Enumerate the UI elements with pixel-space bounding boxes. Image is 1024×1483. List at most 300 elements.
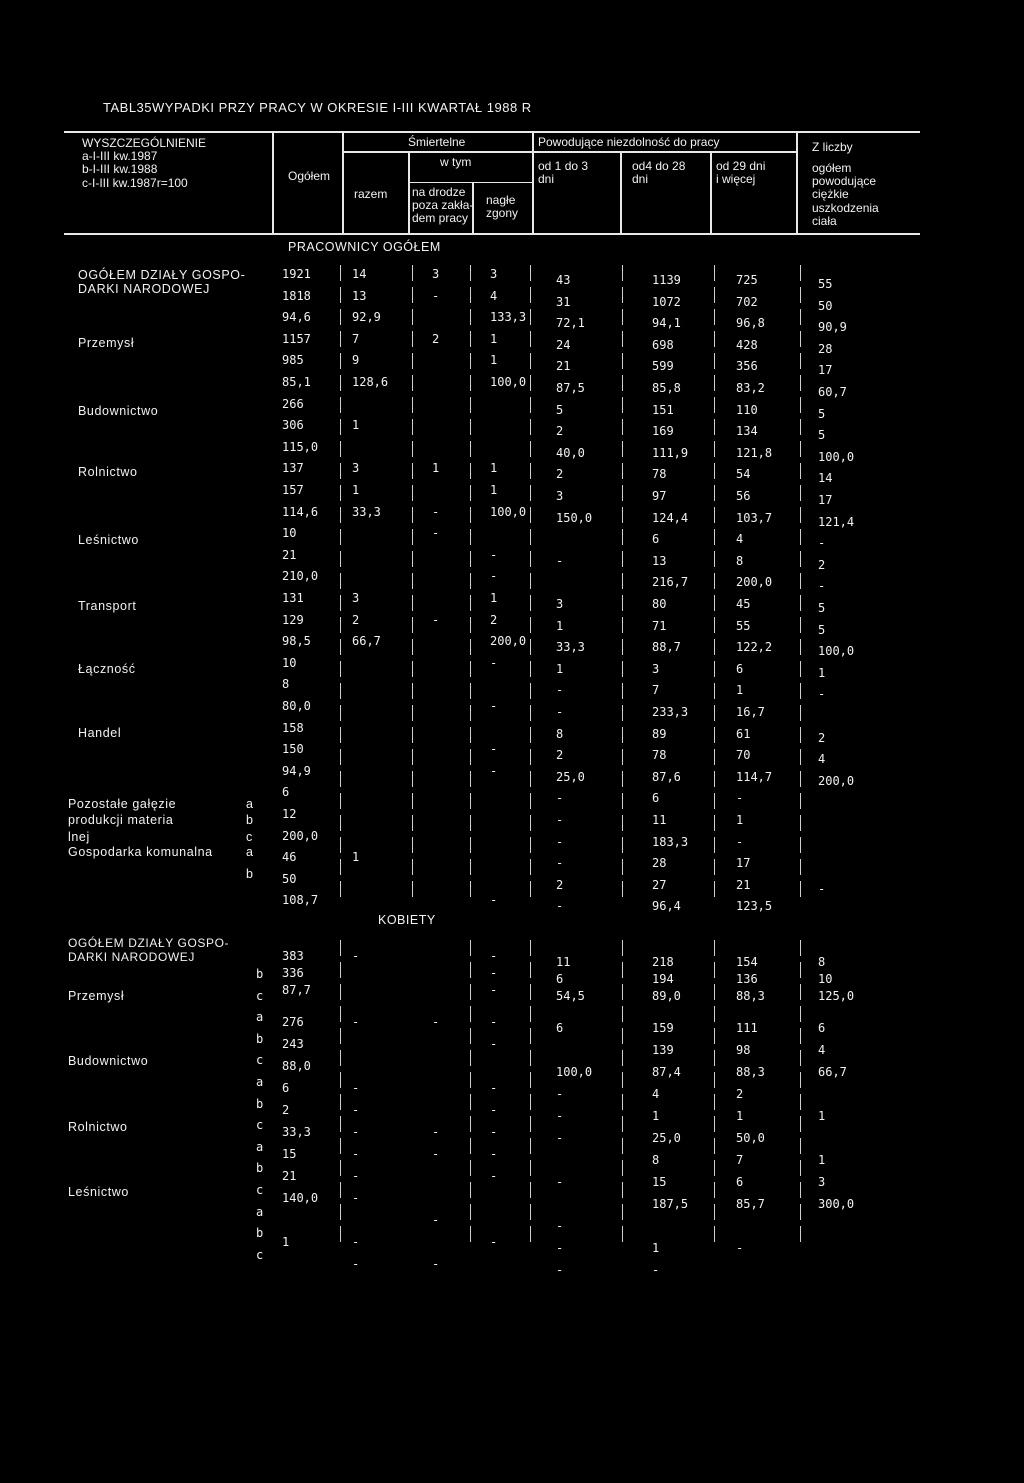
table-cell: - [432,1147,440,1161]
table-cell: 80,0 [282,699,311,713]
table-cell: 216,7 [652,575,689,589]
table-cell: - [432,1213,440,1227]
row-marker: c [256,1183,264,1197]
table-cell: 28 [818,342,833,356]
table-cell: 1 [736,1109,744,1123]
table-cell: - [352,949,360,963]
table-cell: 1139 [652,273,681,287]
row-marker: c [256,1118,264,1132]
table-cell: - [490,966,498,980]
table-cell: 2 [432,332,440,346]
table-cell: 54 [736,467,751,481]
table-cell: - [556,683,564,697]
table-cell: 100,0 [818,450,855,464]
table-cell: - [556,813,564,827]
table-cell: 133,3 [490,310,527,324]
table-cell: 1 [432,461,440,475]
table-cell: 17 [736,856,751,870]
row-label-przemysl: Przemysł [78,336,135,350]
row-marker: b [256,1097,264,1111]
table-cell: 83,2 [736,381,765,395]
table-cell: 50 [818,299,833,313]
table-cell: 46 [282,850,297,864]
table-cell: - [490,1081,498,1095]
table-cell: 2 [818,558,826,572]
table-cell: 169 [652,424,674,438]
row-marker: b [256,1226,264,1240]
table-cell: 9 [352,353,360,367]
table-cell: 200,0 [736,575,773,589]
table-cell: 1 [352,418,360,432]
table-cell: 1 [490,591,498,605]
wtym-rule [408,182,532,183]
table-cell: 599 [652,359,674,373]
table-cell: 194 [652,972,674,986]
table-cell: 61 [736,727,751,741]
table-cell: - [818,579,826,593]
column-separator [470,940,471,1245]
column-separator [530,940,531,1245]
table-cell: 1 [556,619,564,633]
table-cell: - [432,526,440,540]
table-cell: 14 [818,471,833,485]
table-cell: 3 [352,461,360,475]
table-cell: 4 [818,1043,826,1057]
table-cell: 87,6 [652,770,681,784]
table-cell: 12 [282,807,297,821]
table-cell: 98,5 [282,634,311,648]
table-cell: 7 [652,683,660,697]
row-label-przemysl-kobiety: Przemysł [68,989,125,1003]
vline-5 [532,132,534,234]
table-cell: 17 [818,493,833,507]
table-cell: 85,8 [652,381,681,395]
table-cell: 6 [282,1081,290,1095]
table-cell: 139 [652,1043,674,1057]
table-cell: 88,3 [736,1065,765,1079]
table-cell: 27 [652,878,667,892]
table-cell: 8 [556,727,564,741]
column-separator [412,265,413,900]
table-cell: 111,9 [652,446,689,460]
table-cell: - [490,893,498,907]
table-cell: 2 [556,748,564,762]
header-od29: od 29 dni i więcej [716,159,766,187]
table-title: TABL35WYPADKI PRZY PRACY W OKRESIE I-III KWARTAŁ 1988 R [103,100,532,115]
table-cell: - [352,1081,360,1095]
table-cell: 4 [818,752,826,766]
table-cell: - [556,856,564,870]
row-label-gosp-b: b [246,867,254,881]
powodujace-rule [534,151,796,153]
table-cell: - [736,1241,744,1255]
table-cell: 151 [652,403,674,417]
table-cell: 187,5 [652,1197,689,1211]
table-cell: 72,1 [556,316,585,330]
header-w-tym: w tym [440,155,472,169]
table-cell: 90,9 [818,320,847,334]
header-wyszczegolnienie: WYSZCZEGÓLNIENIE a-I-III kw.1987 b-I-III kw.1988 c-I-III kw.1987r=100 [82,136,207,190]
column-separator [340,265,341,900]
table-cell: - [490,1147,498,1161]
header-ogolem-ciezkie: ogółem powodujące ciężkie uszkodzenia ciała [812,161,879,228]
table-cell: 114,7 [736,770,773,784]
table-cell: - [352,1015,360,1029]
table-cell: 14 [352,267,367,281]
table-cell: - [556,1263,564,1277]
column-separator [470,265,471,900]
table-cell: - [556,1175,564,1189]
row-marker: a [256,1205,264,1219]
row-marker: a [256,1140,264,1154]
table-cell: 88,7 [652,640,681,654]
column-separator [622,265,623,900]
table-cell: 2 [556,424,564,438]
table-cell: 3 [652,662,660,676]
table-cell: 54,5 [556,989,585,1003]
table-cell: 7 [736,1153,744,1167]
row-label-pozostale: Pozostałe gałęzie produkcji materia lnej [68,797,177,844]
table-cell: - [490,548,498,562]
table-cell: 13 [352,289,367,303]
table-cell: - [432,289,440,303]
table-cell: 21 [556,359,571,373]
table-cell: 2 [352,613,360,627]
table-cell: 1818 [282,289,311,303]
table-cell: 5 [818,428,826,442]
table-cell: 5 [556,403,564,417]
table-cell: 200,0 [818,774,855,788]
table-cell: 1 [352,850,360,864]
vline-2 [342,132,344,234]
table-cell: 85,1 [282,375,311,389]
smiertelne-rule [342,151,532,153]
header-top-rule [64,131,920,133]
vline-6 [620,152,622,234]
table-cell: 1072 [652,295,681,309]
table-cell: - [490,1015,498,1029]
header-smiertelne: Śmiertelne [408,135,466,149]
table-cell: - [352,1147,360,1161]
table-cell: 4 [736,532,744,546]
table-cell: 1 [490,483,498,497]
table-cell: 4 [652,1087,660,1101]
table-cell: 11 [556,955,571,969]
table-cell: 17 [818,363,833,377]
table-cell: 137 [282,461,304,475]
table-cell: 2 [556,878,564,892]
table-cell: - [432,613,440,627]
table-cell: 10 [818,972,833,986]
row-label-rolnictwo-kobiety: Rolnictwo [68,1120,128,1134]
table-cell: 6 [736,1175,744,1189]
table-cell: 21 [736,878,751,892]
table-cell: 3 [352,591,360,605]
row-label-gospodarka: Gospodarka komunalna [68,845,213,859]
table-cell: - [490,742,498,756]
table-cell: 1 [556,662,564,676]
table-cell: - [490,1103,498,1117]
table-cell: 1 [736,683,744,697]
table-cell: 428 [736,338,758,352]
table-cell: 136 [736,972,758,986]
column-separator [800,265,801,900]
table-cell: 266 [282,397,304,411]
table-cell: 66,7 [352,634,381,648]
header-bottom-rule [64,233,920,235]
header-powodujace: Powodujące niezdolność do pracy [538,135,720,149]
table-cell: 98 [736,1043,751,1057]
table-cell: 110 [736,403,758,417]
table-cell: 6 [556,1021,564,1035]
table-cell: 5 [818,623,826,637]
table-cell: - [490,656,498,670]
table-cell: 8 [736,554,744,568]
table-cell: 80 [652,597,667,611]
table-cell: 134 [736,424,758,438]
table-cell: 150 [282,742,304,756]
table-cell: 6 [556,972,564,986]
table-cell: 150,0 [556,511,593,525]
table-cell: - [490,1235,498,1249]
table-cell: 114,6 [282,505,319,519]
row-marker: c [256,1248,264,1262]
table-cell: 3 [432,267,440,281]
table-cell: 2 [818,731,826,745]
row-marker: b [256,967,264,981]
table-cell: 25,0 [652,1131,681,1145]
table-cell: 33,3 [556,640,585,654]
table-cell: 89 [652,727,667,741]
table-cell: 87,4 [652,1065,681,1079]
row-label-lacznosc: Łączność [78,662,136,676]
table-cell: 10 [282,656,297,670]
table-cell: 92,9 [352,310,381,324]
header-z-liczby: Z liczby [812,140,853,154]
table-cell: 131 [282,591,304,605]
table-cell: 698 [652,338,674,352]
table-cell: 21 [282,1169,297,1183]
column-separator [714,265,715,900]
row-marker: c [256,989,264,1003]
table-cell: - [432,505,440,519]
table-cell: - [352,1191,360,1205]
table-cell: 45 [736,597,751,611]
row-label-handel: Handel [78,726,122,740]
table-cell: - [556,1087,564,1101]
column-separator [800,940,801,1245]
table-cell: 15 [652,1175,667,1189]
table-cell: 3 [556,597,564,611]
table-cell: 218 [652,955,674,969]
table-cell: - [556,899,564,913]
table-cell: - [556,835,564,849]
table-cell: 2 [282,1103,290,1117]
table-cell: 56 [736,489,751,503]
vline-7 [710,152,712,234]
table-cell: 6 [736,662,744,676]
table-cell: 1 [490,461,498,475]
table-cell: 97 [652,489,667,503]
table-cell: 21 [282,548,297,562]
table-cell: 725 [736,273,758,287]
table-cell: 96,8 [736,316,765,330]
table-cell: 6 [818,1021,826,1035]
table-cell: 1 [736,813,744,827]
table-cell: 5 [818,601,826,615]
table-cell: 702 [736,295,758,309]
table-cell: 94,1 [652,316,681,330]
row-label-budownictwo-kobiety: Budownictwo [68,1054,149,1068]
row-marker: c [256,1053,264,1067]
table-cell: 2 [556,467,564,481]
row-marker: a [256,1075,264,1089]
row-label-lesnictwo-kobiety: Leśnictwo [68,1185,129,1199]
table-cell: 8 [282,677,290,691]
table-cell: 100,0 [818,644,855,658]
table-cell: 336 [282,966,304,980]
header-razem: razem [354,187,388,201]
table-cell: 31 [556,295,571,309]
table-cell: 233,3 [652,705,689,719]
table-cell: 5 [818,407,826,421]
table-cell: 50,0 [736,1131,765,1145]
table-cell: 300,0 [818,1197,855,1211]
table-cell: 8 [652,1153,660,1167]
row-marker: b [256,1032,264,1046]
table-cell: - [556,1219,564,1233]
table-cell: 94,6 [282,310,311,324]
table-cell: - [490,569,498,583]
table-cell: 15 [282,1147,297,1161]
table-cell: 383 [282,949,304,963]
row-label-lesnictwo: Leśnictwo [78,533,139,547]
table-cell: 1157 [282,332,311,346]
table-cell: 7 [352,332,360,346]
table-cell: 1 [490,353,498,367]
table-cell: - [352,1125,360,1139]
column-separator [622,940,623,1245]
table-cell: 50 [282,872,297,886]
row-label-rolnictwo: Rolnictwo [78,465,138,479]
table-cell: 3 [818,1175,826,1189]
table-cell: - [652,1263,660,1277]
table-cell: 28 [652,856,667,870]
table-cell: - [490,949,498,963]
table-cell: 100,0 [490,505,527,519]
table-cell: 276 [282,1015,304,1029]
table-cell: 243 [282,1037,304,1051]
table-cell: 96,4 [652,899,681,913]
table-cell: 200,0 [490,634,527,648]
row-label-gosp-a: a [246,845,254,859]
table-cell: 123,5 [736,899,773,913]
table-cell: 88,3 [736,989,765,1003]
column-separator [714,940,715,1245]
row-marker: a [256,1010,264,1024]
table-cell: 6 [652,791,660,805]
table-cell: 89,0 [652,989,681,1003]
header-na-drodze: na drodze poza zakła- dem pracy [412,185,474,226]
table-cell: - [490,699,498,713]
table-cell: 129 [282,613,304,627]
table-cell: 154 [736,955,758,969]
table-cell: - [490,983,498,997]
table-cell: - [556,1109,564,1123]
table-cell: 87,5 [556,381,585,395]
vline-8 [796,132,798,234]
table-cell: 43 [556,273,571,287]
table-cell: - [490,1169,498,1183]
table-cell: 985 [282,353,304,367]
table-cell: - [736,835,744,849]
table-cell: 3 [490,267,498,281]
row-label-pozostale-abc: a b c [246,797,254,844]
table-cell: - [556,791,564,805]
table-cell: 3 [556,489,564,503]
table-cell: 25,0 [556,770,585,784]
table-cell: 157 [282,483,304,497]
table-cell: 13 [652,554,667,568]
table-cell: 4 [490,289,498,303]
table-cell: 210,0 [282,569,319,583]
table-cell: 108,7 [282,893,319,907]
table-cell: - [432,1015,440,1029]
table-cell: 200,0 [282,829,319,843]
vline-1 [272,132,274,234]
table-cell: - [556,1241,564,1255]
table-cell: 60,7 [818,385,847,399]
table-cell: 78 [652,467,667,481]
table-cell: - [556,705,564,719]
table-cell: - [352,1235,360,1249]
table-cell: - [556,554,564,568]
table-cell: 8 [818,955,826,969]
table-cell: 125,0 [818,989,855,1003]
table-cell: 33,3 [282,1125,311,1139]
table-cell: 183,3 [652,835,689,849]
table-cell: 33,3 [352,505,381,519]
table-cell: 124,4 [652,511,689,525]
table-cell: 55 [818,277,833,291]
table-cell: 55 [736,619,751,633]
table-cell: 1 [282,1235,290,1249]
table-cell: - [490,764,498,778]
table-cell: 1 [352,483,360,497]
table-cell: - [818,536,826,550]
header-od4do28: od4 do 28 dni [632,159,686,187]
table-cell: 24 [556,338,571,352]
table-cell: 94,9 [282,764,311,778]
table-cell: 111 [736,1021,758,1035]
table-cell: 158 [282,721,304,735]
table-cell: 1 [652,1109,660,1123]
column-separator [340,940,341,1245]
table-cell: 1 [818,1109,826,1123]
table-cell: 40,0 [556,446,585,460]
table-cell: 100,0 [490,375,527,389]
table-cell: 140,0 [282,1191,319,1205]
table-cell: 10 [282,526,297,540]
table-cell: 356 [736,359,758,373]
row-label-transport: Transport [78,599,137,613]
table-cell: 78 [652,748,667,762]
table-cell: - [352,1103,360,1117]
table-cell: 66,7 [818,1065,847,1079]
row-label-ogolem-kobiety: OGÓŁEM DZIAŁY GOSPO- DARKI NARODOWEJ [68,936,230,964]
table-cell: 6 [652,532,660,546]
row-label-budownictwo: Budownictwo [78,404,159,418]
